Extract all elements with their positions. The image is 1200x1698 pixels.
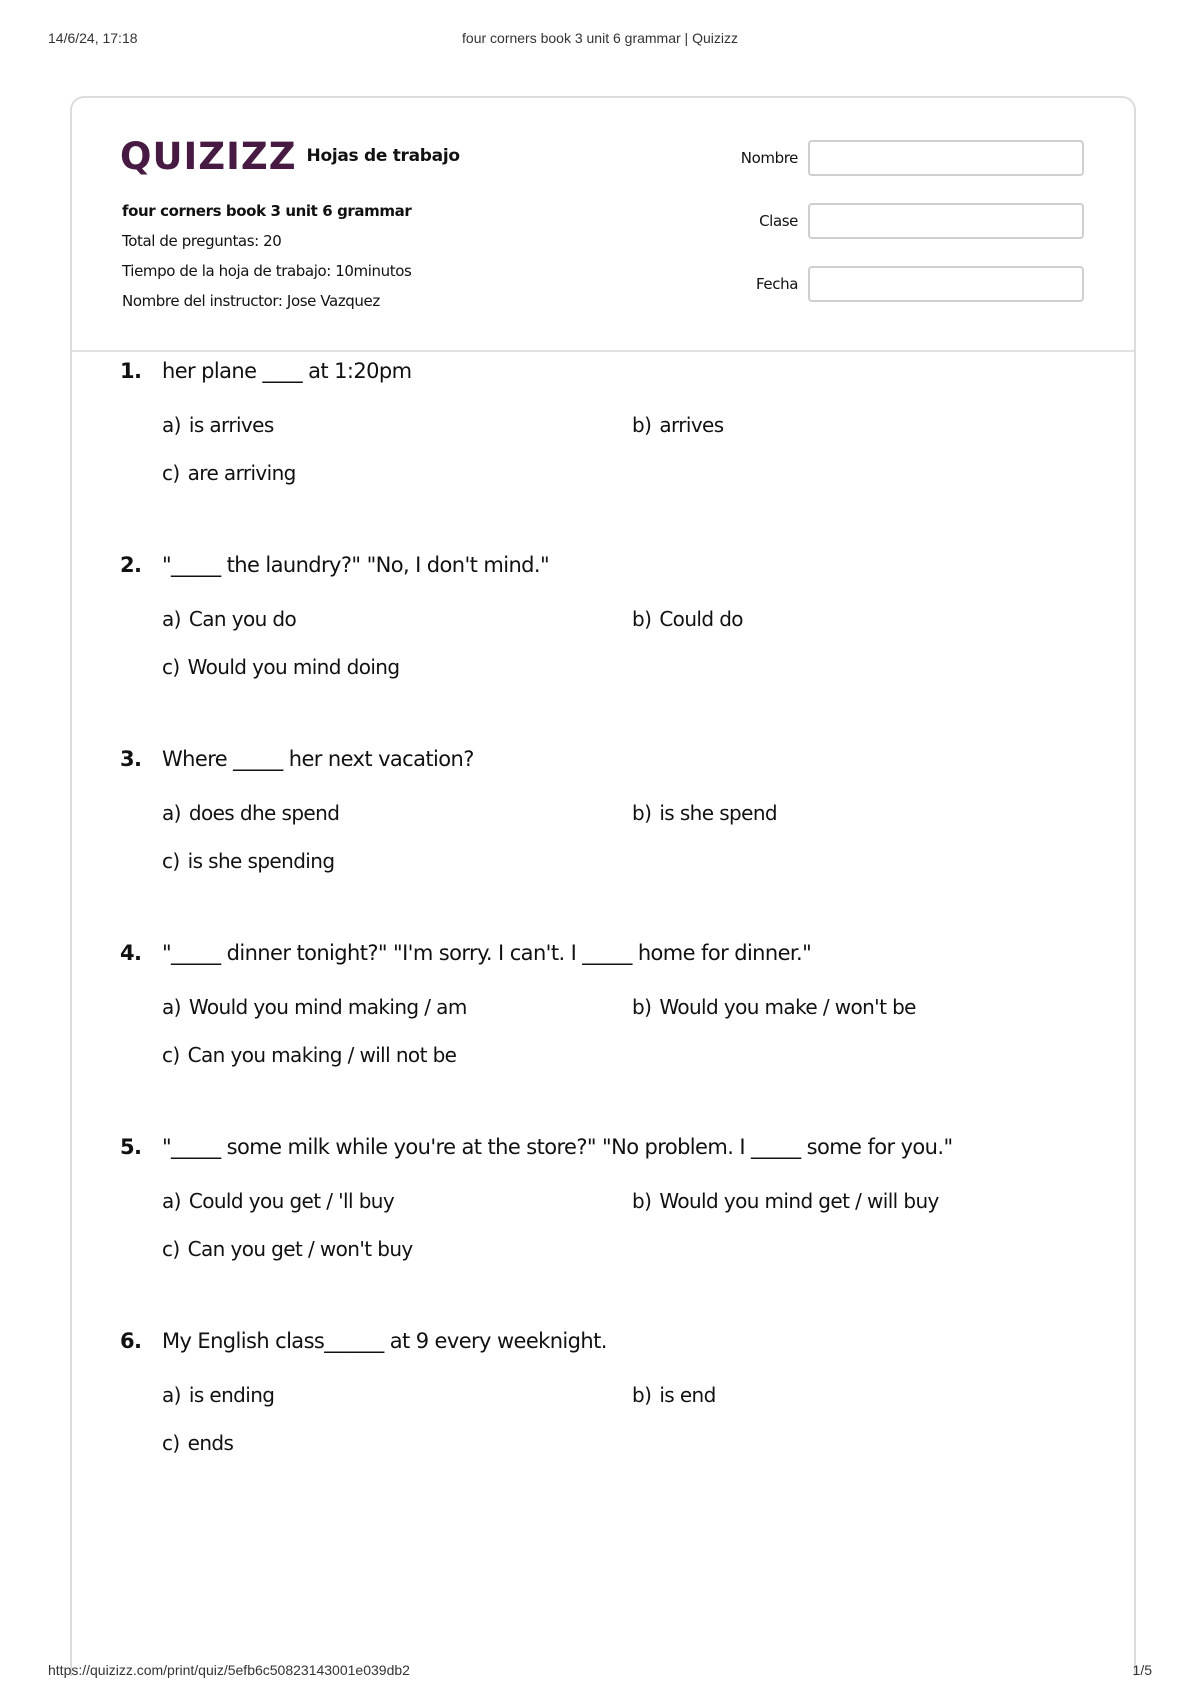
option-c: c) is she spending: [162, 849, 335, 873]
question-stem: [120, 742, 1080, 776]
question: [120, 936, 1080, 1067]
print-url: https://quizizz.com/print/quiz/5efb6c50823143001e039db2: [48, 1662, 410, 1678]
instructor-name: Nombre del instructor: Jose Vazquez: [122, 292, 380, 310]
date-field[interactable]: [808, 266, 1084, 302]
question: [120, 1130, 1080, 1261]
question-stem: [120, 548, 1080, 582]
quiz-meta: [122, 196, 411, 316]
option-a: a) Could you get / 'll buy: [162, 1189, 395, 1213]
option-b: b) Could do: [632, 607, 743, 631]
question: [120, 548, 1080, 679]
question: [120, 1324, 1080, 1455]
total-questions: Total de preguntas: 20: [122, 232, 282, 250]
question: [120, 742, 1080, 873]
quizizz-logo: QUIZIZZ: [120, 134, 297, 178]
option-a: a) is ending: [162, 1383, 275, 1407]
date-field-row: [664, 266, 1084, 302]
option-a: a) Would you mind making / am: [162, 995, 467, 1019]
question-text: "_____ dinner tonight?" "I'm sorry. I can't. I _____ home for dinner.": [162, 941, 812, 965]
question-stem: [120, 354, 1080, 388]
worksheet-time: Tiempo de la hoja de trabajo: 10minutos: [122, 262, 412, 280]
worksheet: [70, 96, 1136, 1676]
name-label: Nombre: [740, 149, 798, 167]
question: [120, 354, 1080, 485]
question-number: 1.: [120, 359, 142, 383]
question-text: her plane ____ at 1:20pm: [162, 359, 412, 383]
brand: [120, 134, 460, 178]
question-text: "_____ some milk while you're at the store?" "No problem. I _____ some for you.": [162, 1135, 953, 1159]
quiz-title: four corners book 3 unit 6 grammar: [122, 202, 412, 220]
brand-subtitle: Hojas de trabajo: [306, 146, 460, 166]
question-number: 6.: [120, 1329, 142, 1353]
print-date: 14/6/24, 17:18: [48, 30, 138, 46]
question-number: 3.: [120, 747, 142, 771]
name-field-row: [664, 140, 1084, 176]
option-c: c) Can you get / won't buy: [162, 1237, 413, 1261]
name-field[interactable]: [808, 140, 1084, 176]
class-field-row: [664, 203, 1084, 239]
option-c: c) ends: [162, 1431, 234, 1455]
question-stem: [120, 936, 1080, 970]
question-text: My English class______ at 9 every weeknight.: [162, 1329, 607, 1353]
option-b: b) is end: [632, 1383, 716, 1407]
option-a: a) Can you do: [162, 607, 297, 631]
question-stem: [120, 1324, 1080, 1358]
question-number: 4.: [120, 941, 142, 965]
question-number: 2.: [120, 553, 142, 577]
print-header: [48, 30, 1152, 50]
question-number: 5.: [120, 1135, 142, 1159]
date-label: Fecha: [756, 275, 798, 293]
worksheet-header: [72, 98, 1134, 352]
class-field[interactable]: [808, 203, 1084, 239]
option-c: c) are arriving: [162, 461, 296, 485]
question-text: "_____ the laundry?" "No, I don't mind.": [162, 553, 550, 577]
print-document-title: four corners book 3 unit 6 grammar | Quizizz: [462, 30, 738, 46]
question-text: Where _____ her next vacation?: [162, 747, 474, 771]
student-fields: [664, 140, 1084, 329]
question-stem: [120, 1130, 1080, 1164]
option-c: c) Can you making / will not be: [162, 1043, 457, 1067]
option-b: b) Would you mind get / will buy: [632, 1189, 939, 1213]
class-label: Clase: [759, 212, 798, 230]
page-number: 1/5: [1132, 1662, 1152, 1678]
option-a: a) does dhe spend: [162, 801, 340, 825]
print-footer: [48, 1662, 1152, 1682]
option-c: c) Would you mind doing: [162, 655, 400, 679]
option-b: b) arrives: [632, 413, 724, 437]
option-b: b) Would you make / won't be: [632, 995, 916, 1019]
option-a: a) is arrives: [162, 413, 274, 437]
option-b: b) is she spend: [632, 801, 777, 825]
